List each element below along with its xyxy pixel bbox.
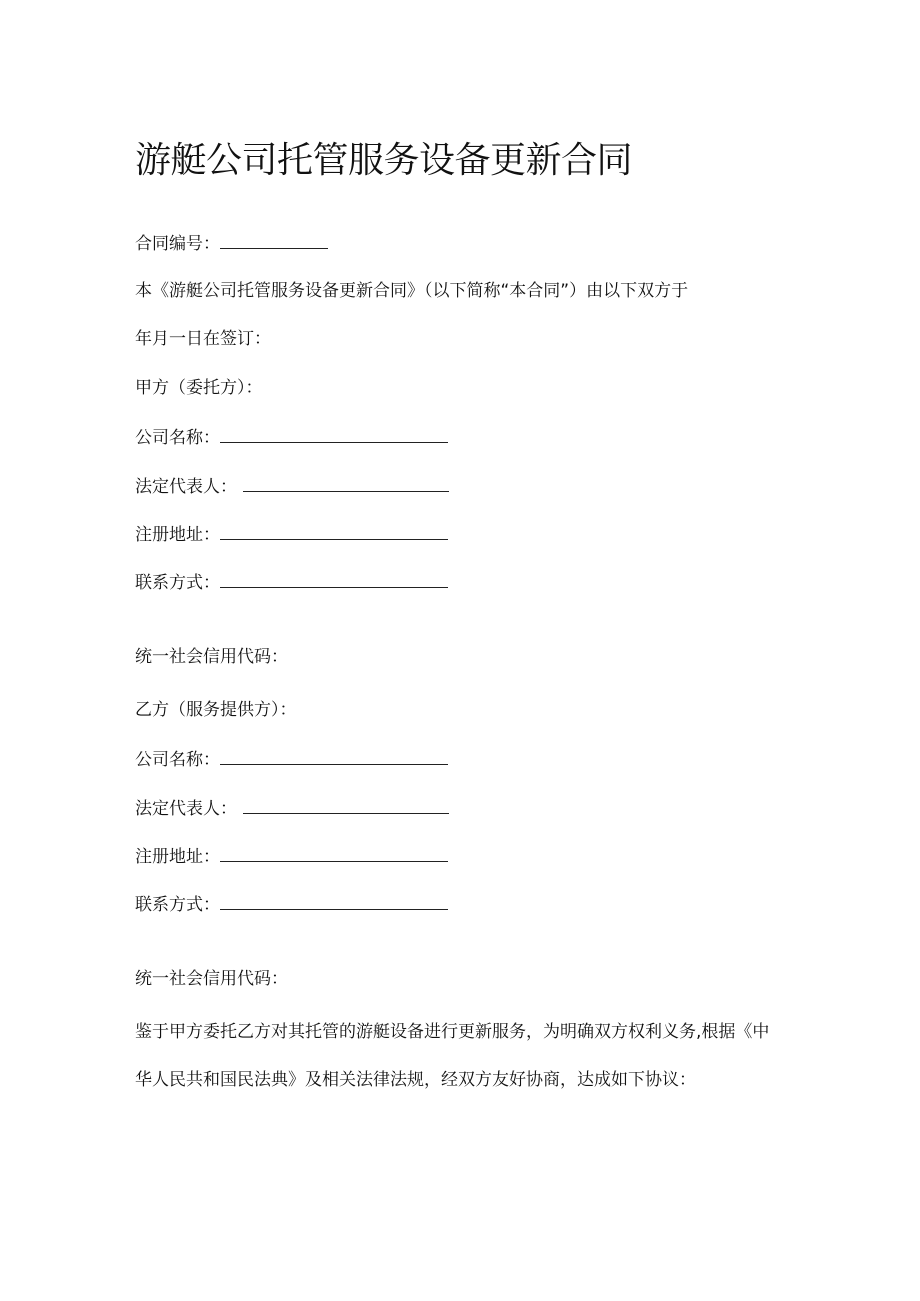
- party-a-credit-code: 统一社会信用代码：: [135, 647, 288, 667]
- party-a-company-row: [135, 424, 448, 450]
- contract-number-blank: [220, 230, 328, 249]
- party-b-company-row: [135, 746, 448, 772]
- party-b-contact-row: [135, 891, 448, 917]
- party-a-rep-blank: [243, 473, 449, 492]
- preamble-line-2: 华人民共和国民法典》及相关法律法规，经双方友好协商，达成如下协议：: [135, 1070, 696, 1090]
- party-b-company-blank: [220, 746, 448, 765]
- party-b-address-row: [135, 843, 448, 869]
- contract-number-label: 合同编号：: [135, 234, 220, 254]
- party-b-rep-label: 法定代表人：: [135, 799, 237, 819]
- party-a-company-blank: [220, 424, 448, 443]
- party-a-company-label: 公司名称：: [135, 428, 220, 448]
- document-title: 游艇公司托管服务设备更新合同: [135, 140, 633, 181]
- party-a-contact-blank: [220, 569, 448, 588]
- intro-line-2: 年月一日在签订：: [135, 329, 271, 349]
- contract-number-row: [135, 230, 328, 256]
- party-b-rep-row: [135, 795, 449, 821]
- intro-line-1: 本《游艇公司托管服务设备更新合同》（以下简称“本合同”）由以下双方于: [135, 281, 689, 301]
- party-b-credit-code: 统一社会信用代码：: [135, 969, 288, 989]
- party-b-contact-label: 联系方式：: [135, 895, 220, 915]
- party-a-rep-row: [135, 473, 449, 499]
- party-a-address-row: [135, 521, 448, 547]
- party-b-contact-blank: [220, 891, 448, 910]
- party-b-address-label: 注册地址：: [135, 847, 220, 867]
- party-a-address-label: 注册地址：: [135, 525, 220, 545]
- party-b-company-label: 公司名称：: [135, 750, 220, 770]
- preamble-line-1: 鉴于甲方委托乙方对其托管的游艇设备进行更新服务，为明确双方权利义务,根据《中: [135, 1022, 770, 1042]
- party-a-rep-label: 法定代表人：: [135, 477, 237, 497]
- party-b-heading: 乙方（服务提供方）：: [135, 700, 297, 720]
- party-a-contact-row: [135, 569, 448, 595]
- party-a-heading: 甲方（委托方）：: [135, 378, 263, 398]
- party-a-contact-label: 联系方式：: [135, 573, 220, 593]
- party-a-address-blank: [220, 521, 448, 540]
- party-b-address-blank: [220, 843, 448, 862]
- party-b-rep-blank: [243, 795, 449, 814]
